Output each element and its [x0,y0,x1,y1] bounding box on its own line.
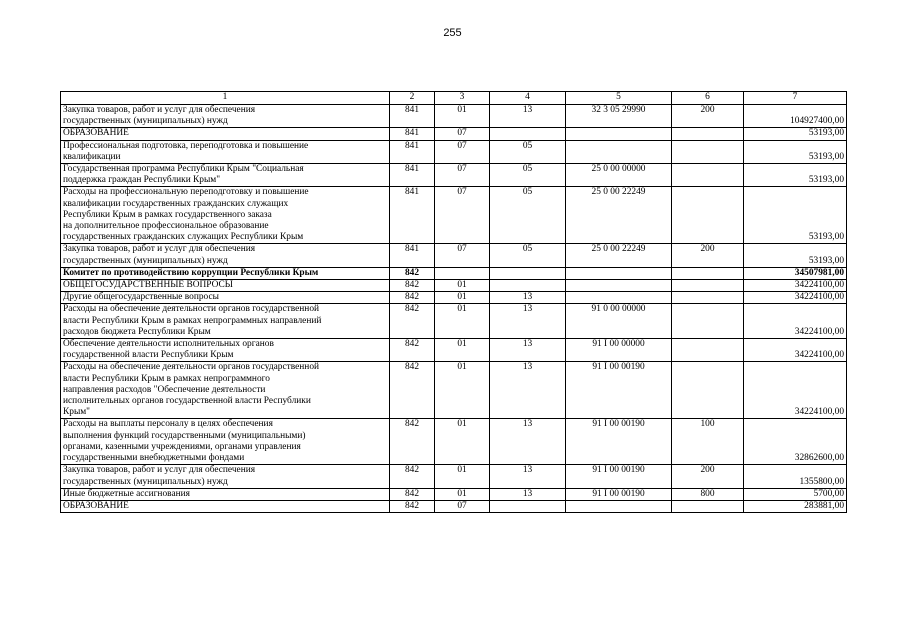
table-row [61,339,847,362]
row-target-article-cell: 91 I 00 00190 [566,465,672,488]
row-code-cell: 842 [390,304,435,339]
row-name-cell: Государственная программа Республики Крым "Социальная поддержка граждан Республики Крым" [61,164,390,187]
table-row [61,292,847,304]
row-subsection-cell: 13 [490,465,566,488]
table-row [61,280,847,292]
row-amount-cell: 53193,00 [744,244,847,267]
row-target-article-cell: 25 0 00 22249 [566,244,672,267]
row-section-cell: 01 [435,488,490,500]
row-code-cell: 842 [390,292,435,304]
row-name-cell: Закупка товаров, работ и услуг для обеспечения государственных (муниципальных) нужд [61,465,390,488]
row-target-article-cell [566,500,672,512]
row-amount-cell: 34224100,00 [744,304,847,339]
row-subsection-cell: 05 [490,140,566,163]
row-name-cell: Расходы на обеспечение деятельности органов государственной власти Республики Крым в рамках непрограммного направления расходов "Обеспечение деятельности исполнительных органов государственной власти Республики Крым" [61,362,390,419]
table-row [61,362,847,419]
row-section-cell: 07 [435,187,490,244]
row-name-cell: Закупка товаров, работ и услуг для обеспечения государственных (муниципальных) нужд [61,244,390,267]
budget-table [60,91,847,513]
row-subsection-cell: 13 [490,362,566,419]
row-name-cell: ОБЩЕГОСУДАРСТВЕННЫЕ ВОПРОСЫ [61,280,390,292]
row-target-article-cell: 91 0 00 00000 [566,304,672,339]
row-subsection-cell: 13 [490,292,566,304]
row-amount-cell: 34224100,00 [744,280,847,292]
row-amount-cell: 34507981,00 [744,267,847,279]
row-expense-type-cell: 200 [672,465,744,488]
table-row [61,164,847,187]
table-row [61,187,847,244]
table-row [61,244,847,267]
row-section-cell: 07 [435,500,490,512]
table-row [61,105,847,128]
row-target-article-cell [566,128,672,140]
row-subsection-cell: 05 [490,164,566,187]
header-cell: 5 [566,92,672,105]
row-subsection-cell: 13 [490,488,566,500]
table-row [61,304,847,339]
row-amount-cell: 1355800,00 [744,465,847,488]
header-cell: 6 [672,92,744,105]
row-amount-cell: 34224100,00 [744,292,847,304]
row-name-cell: Закупка товаров, работ и услуг для обеспечения государственных (муниципальных) нужд [61,105,390,128]
row-expense-type-cell [672,280,744,292]
table-row [61,267,847,279]
row-subsection-cell [490,128,566,140]
row-expense-type-cell [672,292,744,304]
table-row [61,128,847,140]
header-cell: 4 [490,92,566,105]
row-section-cell: 01 [435,362,490,419]
row-expense-type-cell [672,128,744,140]
table-row [61,465,847,488]
row-amount-cell: 53193,00 [744,187,847,244]
row-code-cell: 841 [390,105,435,128]
row-expense-type-cell [672,267,744,279]
row-amount-cell: 5700,00 [744,488,847,500]
row-name-cell: ОБРАЗОВАНИЕ [61,128,390,140]
row-subsection-cell: 13 [490,304,566,339]
row-expense-type-cell [672,362,744,419]
row-expense-type-cell [672,164,744,187]
row-name-cell: Обеспечение деятельности исполнительных органов государственной власти Республики Крым [61,339,390,362]
row-section-cell: 07 [435,244,490,267]
row-code-cell: 841 [390,128,435,140]
row-code-cell: 842 [390,267,435,279]
row-code-cell: 841 [390,187,435,244]
header-cell: 3 [435,92,490,105]
header-cell: 2 [390,92,435,105]
row-code-cell: 841 [390,244,435,267]
table-row [61,140,847,163]
row-target-article-cell: 25 0 00 22249 [566,187,672,244]
row-target-article-cell: 91 I 00 00190 [566,362,672,419]
row-section-cell: 07 [435,164,490,187]
row-target-article-cell: 25 0 00 00000 [566,164,672,187]
row-target-article-cell: 91 I 00 00190 [566,488,672,500]
row-expense-type-cell: 800 [672,488,744,500]
row-target-article-cell: 32 3 05 29990 [566,105,672,128]
row-expense-type-cell [672,304,744,339]
row-section-cell [435,267,490,279]
row-amount-cell: 283881,00 [744,500,847,512]
row-section-cell: 01 [435,304,490,339]
row-amount-cell: 104927400,00 [744,105,847,128]
header-cell: 7 [744,92,847,105]
row-target-article-cell [566,280,672,292]
row-target-article-cell: 91 I 00 00000 [566,339,672,362]
row-target-article-cell [566,267,672,279]
row-expense-type-cell [672,500,744,512]
row-amount-cell: 34224100,00 [744,362,847,419]
row-expense-type-cell [672,187,744,244]
row-expense-type-cell: 200 [672,244,744,267]
row-section-cell: 01 [435,105,490,128]
row-amount-cell: 53193,00 [744,164,847,187]
row-code-cell: 842 [390,362,435,419]
row-section-cell: 01 [435,339,490,362]
row-section-cell: 01 [435,280,490,292]
row-expense-type-cell: 100 [672,419,744,465]
row-name-cell: Расходы на выплаты персоналу в целях обеспечения выполнения функций государственными (муниципальными) органами, казенными учреждениями, органами управления государственными внебюджетными фондами [61,419,390,465]
row-amount-cell: 34224100,00 [744,339,847,362]
row-subsection-cell: 05 [490,244,566,267]
page-number: 255 [443,27,462,39]
row-subsection-cell [490,267,566,279]
row-subsection-cell: 13 [490,339,566,362]
row-subsection-cell: 13 [490,419,566,465]
row-section-cell: 07 [435,140,490,163]
row-name-cell: Другие общегосударственные вопросы [61,292,390,304]
row-name-cell: Расходы на профессиональную переподготовку и повышение квалификации государственных гражданских служащих Республики Крым в рамках государственного заказа на дополнительное профессиональное образование государственных гражданских служащих Республики Крым [61,187,390,244]
row-amount-cell: 32862600,00 [744,419,847,465]
row-target-article-cell: 91 I 00 00190 [566,419,672,465]
row-subsection-cell [490,500,566,512]
row-expense-type-cell: 200 [672,105,744,128]
row-target-article-cell [566,292,672,304]
row-code-cell: 841 [390,140,435,163]
table-header-row [61,92,847,105]
row-target-article-cell [566,140,672,163]
row-code-cell: 842 [390,419,435,465]
row-subsection-cell: 13 [490,105,566,128]
row-expense-type-cell [672,140,744,163]
table-row [61,488,847,500]
row-name-cell: ОБРАЗОВАНИЕ [61,500,390,512]
header-cell: 1 [61,92,390,105]
row-section-cell: 01 [435,465,490,488]
row-name-cell: Иные бюджетные ассигнования [61,488,390,500]
row-subsection-cell: 05 [490,187,566,244]
row-section-cell: 01 [435,419,490,465]
row-code-cell: 842 [390,339,435,362]
row-amount-cell: 53193,00 [744,128,847,140]
row-amount-cell: 53193,00 [744,140,847,163]
row-subsection-cell [490,280,566,292]
row-code-cell: 842 [390,488,435,500]
row-name-cell: Расходы на обеспечение деятельности органов государственной власти Республики Крым в рамках непрограммных направлений расходов бюджета Республики Крым [61,304,390,339]
row-section-cell: 01 [435,292,490,304]
row-expense-type-cell [672,339,744,362]
table-row [61,419,847,465]
row-code-cell: 842 [390,500,435,512]
table-row [61,500,847,512]
row-code-cell: 842 [390,280,435,292]
row-name-cell: Профессиональная подготовка, переподготовка и повышение квалификации [61,140,390,163]
row-section-cell: 07 [435,128,490,140]
row-name-cell: Комитет по противодействию коррупции Республики Крым [61,267,390,279]
row-code-cell: 842 [390,465,435,488]
row-code-cell: 841 [390,164,435,187]
